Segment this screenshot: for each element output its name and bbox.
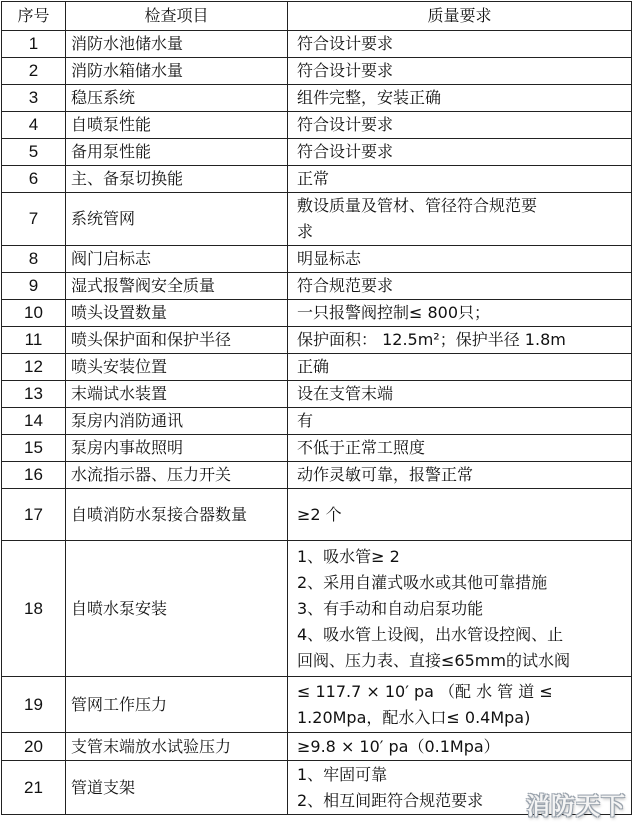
table-row bbox=[2, 462, 632, 489]
header-item: 检查项目 bbox=[66, 2, 288, 31]
row-number: 10 bbox=[2, 300, 66, 327]
quality-requirement bbox=[288, 381, 632, 408]
requirement-line: 1.20Mpa，配水入口≤ 0.4Mpa) bbox=[297, 707, 531, 727]
quality-requirement bbox=[288, 541, 632, 677]
requirement-line: 不低于正常工照度 bbox=[297, 438, 426, 457]
check-item: 自喷消防水泵接合器数量 bbox=[66, 489, 288, 541]
quality-requirement bbox=[288, 273, 632, 300]
requirement-line: 4、吸水管上设阀，出水管设控阀、止 bbox=[297, 624, 564, 644]
table-row bbox=[2, 733, 632, 761]
quality-requirement bbox=[288, 435, 632, 462]
table-row bbox=[2, 300, 632, 327]
requirement-line: 正常 bbox=[297, 169, 330, 188]
requirement-line: 1、吸水管≥ 2 bbox=[297, 546, 400, 566]
table-row bbox=[2, 193, 632, 246]
table-row bbox=[2, 139, 632, 166]
table-row bbox=[2, 58, 632, 85]
check-item: 消防水箱储水量 bbox=[66, 58, 288, 85]
table-row bbox=[2, 677, 632, 733]
table-row bbox=[2, 166, 632, 193]
header-no: 序号 bbox=[2, 2, 66, 31]
requirement-line: 2、相互间距符合规范要求 bbox=[297, 790, 484, 810]
row-number: 3 bbox=[2, 85, 66, 112]
requirement-line: 敷设质量及管材、管径符合规范要 bbox=[297, 196, 538, 215]
quality-requirement bbox=[288, 166, 632, 193]
row-number: 9 bbox=[2, 273, 66, 300]
quality-requirement bbox=[288, 193, 632, 246]
requirement-line: 符合设计要求 bbox=[297, 115, 394, 134]
requirement-line: 组件完整，安装正确 bbox=[297, 88, 442, 107]
check-item: 稳压系统 bbox=[66, 85, 288, 112]
check-item: 喷头设置数量 bbox=[66, 300, 288, 327]
row-number: 2 bbox=[2, 58, 66, 85]
requirement-line: 符合设计要求 bbox=[297, 61, 394, 80]
table-row bbox=[2, 408, 632, 435]
check-item: 自喷水泵安装 bbox=[66, 541, 288, 677]
check-item: 喷头安装位置 bbox=[66, 354, 288, 381]
table-row bbox=[2, 112, 632, 139]
quality-requirement bbox=[288, 327, 632, 354]
row-number: 8 bbox=[2, 246, 66, 273]
table-row bbox=[2, 31, 632, 58]
check-item: 管道支架 bbox=[66, 761, 288, 815]
requirement-line: ≤ 117.7 × 10′ pa （配 水 管 道 ≤ bbox=[297, 681, 553, 701]
requirement-line: 符合规范要求 bbox=[297, 276, 394, 295]
table-row bbox=[2, 85, 632, 112]
table-row bbox=[2, 246, 632, 273]
check-item: 管网工作压力 bbox=[66, 677, 288, 733]
row-number: 17 bbox=[2, 489, 66, 541]
row-number: 21 bbox=[2, 761, 66, 815]
row-number: 14 bbox=[2, 408, 66, 435]
row-number: 1 bbox=[2, 31, 66, 58]
watermark-logo: 消防天下 bbox=[526, 792, 626, 820]
row-number: 20 bbox=[2, 733, 66, 761]
check-item: 喷头保护面和保护半径 bbox=[66, 327, 288, 354]
row-number: 5 bbox=[2, 139, 66, 166]
check-item: 支管末端放水试验压力 bbox=[66, 733, 288, 761]
inspection-table bbox=[1, 1, 632, 815]
quality-requirement bbox=[288, 112, 632, 139]
row-number: 16 bbox=[2, 462, 66, 489]
requirement-line: 1、牢固可靠 bbox=[297, 764, 388, 784]
quality-requirement bbox=[288, 246, 632, 273]
row-number: 19 bbox=[2, 677, 66, 733]
requirement-line: 动作灵敏可靠，报警正常 bbox=[297, 465, 474, 484]
requirement-line: 设在支管末端 bbox=[297, 384, 394, 403]
check-item: 泵房内消防通讯 bbox=[66, 408, 288, 435]
requirement-line: ≥9.8 × 10′ pa（0.1Mpa） bbox=[297, 736, 500, 756]
quality-requirement bbox=[288, 58, 632, 85]
table-row bbox=[2, 381, 632, 408]
quality-requirement bbox=[288, 300, 632, 327]
check-item: 自喷泵性能 bbox=[66, 112, 288, 139]
check-item: 湿式报警阀安全质量 bbox=[66, 273, 288, 300]
requirement-line: 求 bbox=[297, 222, 314, 241]
requirement-line: 符合设计要求 bbox=[297, 34, 394, 53]
quality-requirement bbox=[288, 31, 632, 58]
quality-requirement bbox=[288, 489, 632, 541]
table-row bbox=[2, 327, 632, 354]
requirement-line: 2、采用自灌式吸水或其他可靠措施 bbox=[297, 572, 548, 592]
table-row bbox=[2, 489, 632, 541]
check-item: 末端试水装置 bbox=[66, 381, 288, 408]
requirement-line: 保护面积： 12.5m²；保护半径 1.8m bbox=[297, 330, 566, 349]
requirement-line: 3、有手动和自动启泵功能 bbox=[297, 598, 484, 618]
requirement-line: 符合设计要求 bbox=[297, 142, 394, 161]
row-number: 18 bbox=[2, 541, 66, 677]
check-item: 水流指示器、压力开关 bbox=[66, 462, 288, 489]
requirement-line: 回阀、压力表、直接≤65mm的试水阀 bbox=[297, 650, 570, 670]
row-number: 4 bbox=[2, 112, 66, 139]
quality-requirement bbox=[288, 85, 632, 112]
quality-requirement bbox=[288, 408, 632, 435]
table-row bbox=[2, 273, 632, 300]
table-row bbox=[2, 435, 632, 462]
requirement-line: 明显标志 bbox=[297, 249, 362, 268]
table-header-row bbox=[2, 2, 632, 31]
quality-requirement bbox=[288, 354, 632, 381]
check-item: 系统管网 bbox=[66, 193, 288, 246]
quality-requirement bbox=[288, 139, 632, 166]
header-requirement: 质量要求 bbox=[288, 2, 632, 31]
requirement-line: 一只报警阀控制≤ 800只； bbox=[297, 303, 491, 322]
requirement-line: 正确 bbox=[297, 357, 330, 376]
row-number: 6 bbox=[2, 166, 66, 193]
table-row bbox=[2, 354, 632, 381]
requirement-line: ≥2 个 bbox=[297, 504, 342, 524]
table-row bbox=[2, 541, 632, 677]
quality-requirement bbox=[288, 733, 632, 761]
check-item: 备用泵性能 bbox=[66, 139, 288, 166]
row-number: 12 bbox=[2, 354, 66, 381]
row-number: 11 bbox=[2, 327, 66, 354]
row-number: 13 bbox=[2, 381, 66, 408]
quality-requirement bbox=[288, 462, 632, 489]
requirement-line: 有 bbox=[297, 411, 314, 430]
check-item: 泵房内事故照明 bbox=[66, 435, 288, 462]
row-number: 15 bbox=[2, 435, 66, 462]
quality-requirement bbox=[288, 677, 632, 733]
check-item: 主、备泵切换能 bbox=[66, 166, 288, 193]
check-item: 消防水池储水量 bbox=[66, 31, 288, 58]
check-item: 阀门启标志 bbox=[66, 246, 288, 273]
row-number: 7 bbox=[2, 193, 66, 246]
